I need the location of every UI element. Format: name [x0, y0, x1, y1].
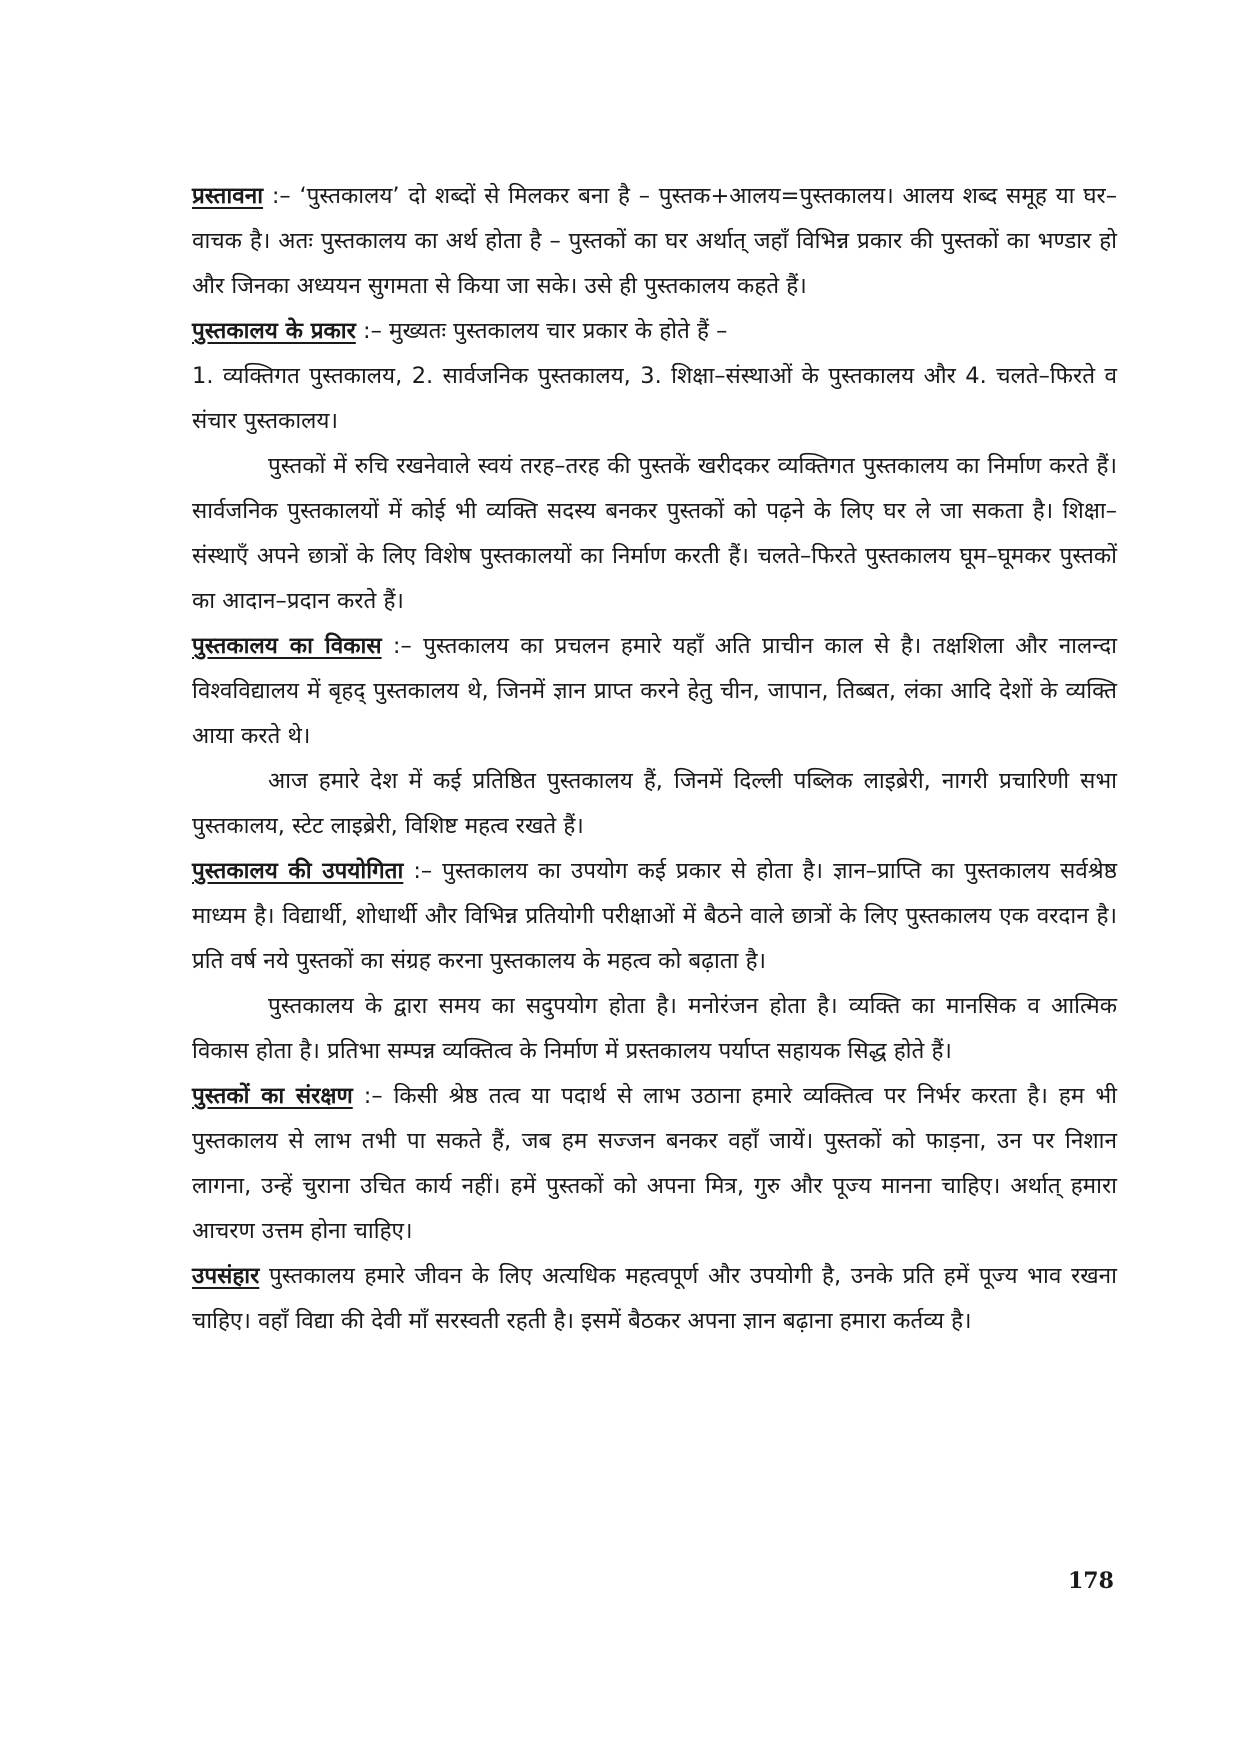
conclusion-paragraph	[192, 1254, 1117, 1344]
types-paragraph	[192, 309, 1117, 354]
intro-heading: प्रस्तावना	[192, 183, 264, 209]
development-text: पुस्तकालय का प्रचलन हमारे यहाँ अति प्राचीन काल से है। तक्षशिला और नालन्दा विश्वविद्यालय में बृहद् पुस्तकालय थे, जिनमें ज्ञान प्राप्त करने हेतु चीन, जापान, तिब्बत, लंका आदि देशों के व्यक्ति आया करते थे।	[192, 633, 1117, 749]
types-list	[192, 354, 1117, 444]
utility-heading: पुस्तकालय की उपयोगिता	[192, 858, 404, 884]
types-heading: पुस्तकालय के प्रकार	[192, 318, 356, 344]
types-list-item-3: 3. शिक्षा–संस्थाओं के पुस्तकालय और	[640, 363, 956, 389]
utility-text: पुस्तकालय का उपयोग कई प्रकार से होता है। ज्ञान–प्राप्ति का पुस्तकालय सर्वश्रेष्ठ माध्यम है। विद्यार्थी, शोधार्थी और विभिन्न प्रतियोगी परीक्षाओं में बैठने वाले छात्रों के लिए पुस्तकालय एक वरदान है। प्रति वर्ष नये पुस्तकों का संग्रह करना पुस्तकालय के महत्व को बढ़ाता है।	[192, 858, 1117, 974]
preservation-heading: पुस्तकों का संरक्षण	[192, 1083, 353, 1109]
intro-separator: :–	[263, 183, 300, 209]
essay-body	[192, 174, 1117, 1344]
development-paragraph	[192, 624, 1117, 759]
conclusion-separator	[259, 1263, 269, 1289]
development-detail-paragraph: आज हमारे देश में कई प्रतिष्ठित पुस्तकालय हैं, जिनमें दिल्ली पब्लिक लाइब्रेरी, नागरी प्रचारिणी सभा पुस्तकालय, स्टेट लाइब्रेरी, विशिष्ट महत्व रखते हैं।	[192, 768, 1117, 839]
utility-paragraph	[192, 849, 1117, 984]
conclusion-heading: उपसंहार	[192, 1263, 260, 1289]
intro-paragraph	[192, 174, 1117, 309]
preservation-separator: :–	[352, 1083, 394, 1109]
types-detail-paragraph: पुस्तकों में रुचि रखनेवाले स्वयं तरह–तरह की पुस्तकें खरीदकर व्यक्तिगत पुस्तकालय का निर्माण करते हैं। सार्वजनिक पुस्तकालयों में कोई भी व्यक्ति सदस्य बनकर पुस्तकों को पढ़ने के लिए घर ले जा सकता है। शिक्षा–संस्थाएँ अपने छात्रों के लिए विशेष पुस्तकालयों का निर्माण करती हैं। चलते–फिरते पुस्तकालय घूम–घूमकर पुस्तकों का आदान–प्रदान करते हैं।	[192, 453, 1117, 614]
types-list-item-4: 4. चलते–फिरते व संचार पुस्तकालय।	[192, 363, 1117, 434]
development-separator: :–	[381, 633, 424, 659]
page-number: 178	[1068, 1568, 1114, 1594]
utility-detail-paragraph: पुस्तकालय के द्वारा समय का सदुपयोग होता है। मनोरंजन होता है। व्यक्ति का मानसिक व आत्मिक विकास होता है। प्रतिभा सम्पन्न व्यक्तित्व के निर्माण में प्रस्तकालय पर्याप्त सहायक सिद्ध होते हैं।	[192, 993, 1117, 1064]
preservation-paragraph	[192, 1074, 1117, 1254]
utility-separator: :–	[403, 858, 443, 884]
types-separator: :–	[355, 318, 389, 344]
intro-text: ‘पुस्तकालय’ दो शब्दों से मिलकर बना है – पुस्तक+आलय=पुस्तकालय। आलय शब्द समूह या घर–वाचक है। अतः पुस्तकालय का अर्थ होता है – पुस्तकों का घर अर्थात् जहाँ विभिन्न प्रकार की पुस्तकों का भण्डार हो और जिनका अध्ययन सुगमता से किया जा सके। उसे ही पुस्तकालय कहते हैं।	[192, 183, 1117, 299]
conclusion-text: पुस्तकालय हमारे जीवन के लिए अत्यधिक महत्वपूर्ण और उपयोगी है, उनके प्रति हमें पूज्य भाव रखना चाहिए। वहाँ विद्या की देवी माँ सरस्वती रहती है। इसमें बैठकर अपना ज्ञान बढ़ाना हमारा कर्तव्य है।	[192, 1263, 1117, 1334]
types-list-item-1: 1. व्यक्तिगत पुस्तकालय,	[192, 363, 403, 389]
development-heading: पुस्तकालय का विकास	[192, 633, 382, 659]
preservation-text: किसी श्रेष्ठ तत्व या पदार्थ से लाभ उठाना हमारे व्यक्तित्व पर निर्भर करता है। हम भी पुस्तकालय से लाभ तभी पा सकते हैं, जब हम सज्जन बनकर वहाँ जायें। पुस्तकों को फाड़ना, उन पर निशान लागना, उन्हें चुराना उचित कार्य नहीं। हमें पुस्तकों को अपना मित्र, गुरु और पूज्य मानना चाहिए। अर्थात् हमारा आचरण उत्तम होना चाहिए।	[192, 1083, 1117, 1244]
types-text: मुख्यतः पुस्तकालय चार प्रकार के होते हैं –	[388, 318, 728, 344]
types-list-item-2: 2. सार्वजनिक पुस्तकालय,	[411, 363, 631, 389]
